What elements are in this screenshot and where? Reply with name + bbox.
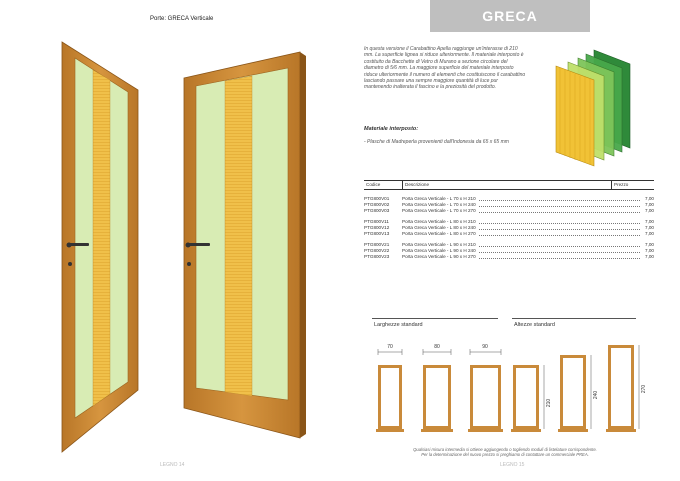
product-description: In questa versione il Carabattino Apella raggiunge un'interasse di 210 mm. La superficie lignea si riduce ulteriormente. Il materiale interposto è costituito da Bacchette di Vetro di Murano a sezione circolare del diametro di 5/6 mm. La maggiore superficie del materiale interposto riduce ulteriormente il numero di elementi che costituiscono il carabattino lasciando passare una sempre maggiore quantità di luce pur mantenendo inalterata il fascino e la preziosità del prodotto.: [364, 46, 526, 91]
collection-banner: GRECA: [430, 0, 590, 32]
footer-note-1: Qualsiasi misura intermedia si ottiene aggiungendo o togliendo moduli di listelature corrispondente.: [413, 447, 597, 452]
page-title: Porte: GRECA Verticale: [150, 16, 214, 22]
door-front: [184, 52, 306, 438]
height-210: 210: [546, 398, 552, 408]
frame-h270: [606, 345, 639, 432]
heights-label: Altezze standard: [514, 322, 555, 328]
glass-panels-image: [538, 48, 638, 173]
widths-rule: [372, 318, 498, 319]
frame-h210: [511, 365, 544, 432]
height-240: 240: [593, 390, 599, 400]
table-row: PTG800V23 Porta Greca Verticale - L 90 x H 270 7,00: [364, 254, 654, 259]
table-row: PTG800V12 Porta Greca Verticale - L 80 x H 240 7,00: [364, 225, 654, 230]
frame-w80: [421, 365, 453, 432]
header-price: Prezzo: [614, 182, 629, 187]
width-70: 70: [387, 344, 393, 350]
header-code: Codice: [364, 181, 403, 189]
table-row: PTG800V01 Porta Greca Verticale - L 70 x H 210 7,00: [364, 196, 654, 201]
frame-w90: [468, 365, 503, 432]
header-description: Descrizione: [403, 181, 612, 189]
page-number-left: LEGNO 14: [160, 462, 185, 468]
widths-label: Larghezze standard: [374, 322, 423, 328]
sizes-diagram: [360, 335, 660, 440]
material-title: Materiale interposto:: [364, 126, 419, 132]
price-table: [364, 180, 654, 260]
table-row: PTG800V22 Porta Greca Verticale - L 90 x H 240 7,00: [364, 248, 654, 253]
table-row: PTG800V02 Porta Greca Verticale - L 70 x H 240 7,00: [364, 202, 654, 207]
table-row: PTG800V13 Porta Greca Verticale - L 80 x H 270 7,00: [364, 231, 654, 236]
page-number-right: LEGNO 15: [500, 462, 525, 468]
door-angled: [62, 42, 138, 452]
footer-note: [360, 447, 650, 457]
heights-rule: [512, 318, 636, 319]
height-270: 270: [641, 384, 647, 394]
table-header: [364, 180, 654, 190]
material-text: - Plasche di Madreperla provenienti dall'Indonesia da 65 x 65 mm: [364, 139, 509, 145]
width-80: 80: [434, 344, 440, 350]
frame-w70: [376, 365, 404, 432]
footer-note-2: Per la determinazione del nuovo prezzo si preghiamo di contattare un commerciale PREA.: [421, 452, 589, 458]
table-row: PTG800V03 Porta Greca Verticale - L 70 x H 270 7,00: [364, 208, 654, 213]
table-row: PTG800V21 Porta Greca Verticale - L 90 x H 210 7,00: [364, 242, 654, 247]
width-90: 90: [482, 344, 488, 350]
table-row: PTG800V11 Porta Greca Verticale - L 80 x H 210 7,00: [364, 219, 654, 224]
frame-h240: [558, 355, 591, 432]
